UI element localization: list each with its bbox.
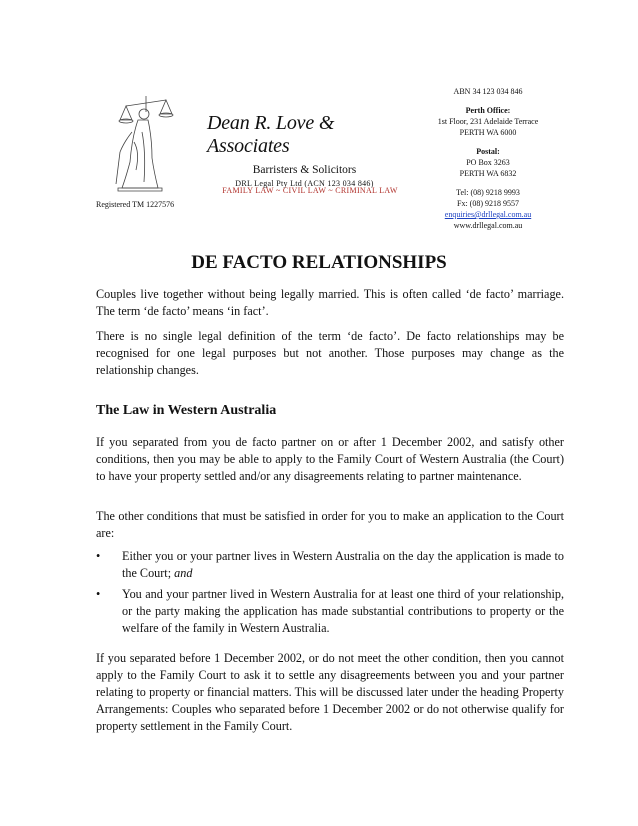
paragraph-2 bbox=[96, 328, 564, 379]
email-link[interactable]: enquiries@drllegal.com.au bbox=[444, 210, 532, 219]
firm-name: Dean R. Love & Associates bbox=[207, 112, 335, 157]
abn: ABN 34 123 034 846 bbox=[453, 87, 523, 96]
bullet-icon: • bbox=[96, 587, 101, 601]
paragraph-5 bbox=[96, 650, 564, 735]
paragraph-1 bbox=[96, 286, 564, 320]
paragraph-3-text: If you separated from you de facto partner on or after 1 December 2002, and satisfy other conditions, then you may be able to apply to the Family Court of Western Australia (the Court) to have your property settled and/or any disagreements relating to partner maintenance. bbox=[96, 435, 564, 483]
perth-office-line1: 1st Floor, 231 Adelaide Terrace bbox=[437, 117, 539, 126]
paragraph-4 bbox=[96, 508, 564, 542]
firm-block bbox=[205, 112, 420, 188]
paragraph-5-text: If you separated before 1 December 2002, or do not meet the other condition, then you cannot apply to the Family Court to ask it to settle any disagreements between you and your partner relating to property or financial matters. This will be discussed later under the heading Property Arrangements: Couples who separated before 1 December 2002 or do not otherwise qualify for property settlement in the Family Court. bbox=[96, 651, 564, 733]
perth-office-line2: PERTH WA 6000 bbox=[459, 128, 517, 137]
telephone: Tel: (08) 9218 9993 bbox=[456, 188, 520, 197]
scales-of-justice-statue-icon bbox=[96, 92, 184, 192]
document-title: DE FACTO RELATIONSHIPS bbox=[191, 252, 447, 273]
paragraph-3 bbox=[96, 434, 564, 485]
contact-block bbox=[418, 86, 558, 231]
practice-areas: FAMILY LAW ~ CIVIL LAW ~ CRIMINAL LAW bbox=[222, 186, 398, 195]
registered-trademark: Registered TM 1227576 bbox=[96, 200, 175, 209]
paragraph-2-text: There is no single legal definition of the term ‘de facto’. De facto relationships may be recognised for one legal purposes but not another. Those purposes may change as the relationship changes. bbox=[96, 329, 564, 377]
bullet-item-2 bbox=[96, 586, 564, 637]
bullet-item-1 bbox=[96, 548, 564, 582]
firm-subtitle: Barristers & Solicitors bbox=[252, 164, 357, 176]
paragraph-1-text: Couples live together without being legally married. This is often called ‘de facto’ marriage. The term ‘de facto’ means ‘in fact’. bbox=[96, 287, 564, 318]
bullet-icon: • bbox=[96, 549, 101, 563]
bullet-1-text: Either you or your partner lives in Western Australia on the day the application is made to the Court; bbox=[122, 549, 564, 580]
postal-label: Postal: bbox=[476, 147, 500, 156]
perth-office-label: Perth Office: bbox=[465, 106, 511, 115]
fax: Fx: (08) 9218 9557 bbox=[457, 199, 519, 208]
firm-company: DRL Legal Pty Ltd (ACN 123 034 846) bbox=[235, 179, 374, 188]
section-heading: The Law in Western Australia bbox=[96, 403, 277, 418]
postal-line1: PO Box 3263 bbox=[466, 158, 510, 167]
paragraph-4-text: The other conditions that must be satisfied in order for you to make an application to the Court are: bbox=[96, 509, 564, 540]
postal-line2: PERTH WA 6832 bbox=[459, 169, 517, 178]
bullet-1-and: and bbox=[174, 566, 193, 580]
bullet-2-text: You and your partner lived in Western Australia for at least one third of your relationship, or the party making the application has made substantial contributions to property or the welfare of the family in Western Australia. bbox=[122, 587, 564, 635]
website[interactable]: www.drllegal.com.au bbox=[453, 221, 523, 230]
